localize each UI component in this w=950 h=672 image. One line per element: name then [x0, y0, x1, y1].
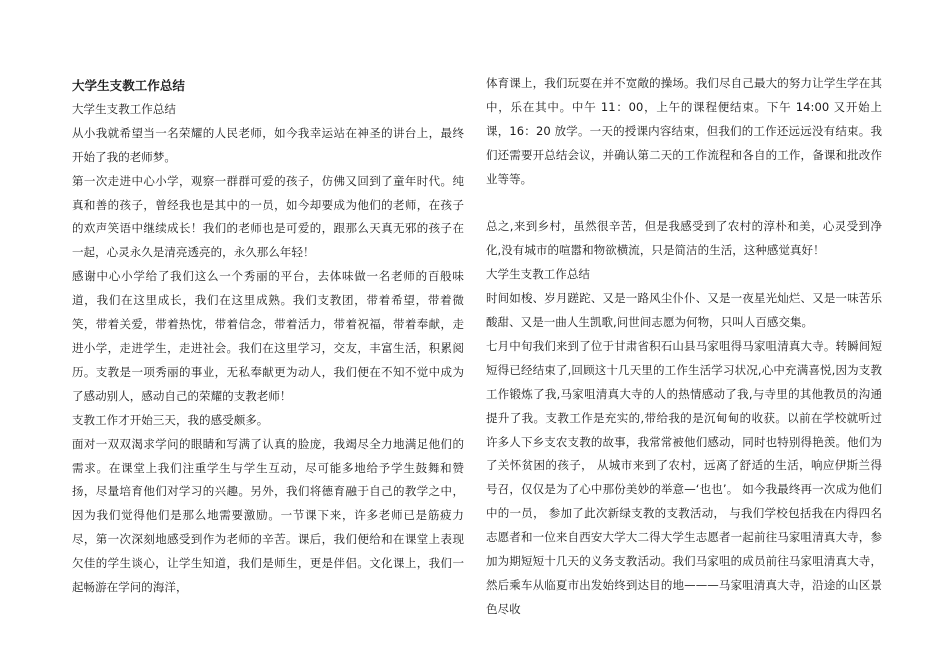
document-title: 大学生支教工作总结	[72, 78, 185, 93]
section-heading: 大学生支教工作总结	[486, 267, 590, 282]
body-paragraph: 体育课上，我们玩耍在并不宽敞的操场。我们尽自己最大的努力让学生学在其中，乐在其中。中午 11：00，上午的课程便结束。下午 14:00 又开始上课，16：20 放学。一天的授课内容结束，但我们的工作还远远没有结束。我们还需要开总结会议，并确认第二天的工作流程和各自的工作，备课和批改作业等等。	[486, 76, 882, 186]
paragraph-spacer	[486, 192, 882, 216]
left-column	[72, 0, 464, 600]
body-paragraph: 感谢中心小学给了我们这么一个秀丽的平台，去体味做一名老师的百般味道，我们在这里成长，我们在这里成熟。我们支教团，带着希望，带着微笑，带着关爱，带着热忱，带着信念，带着活力，带着祝福，带着奉献，走进小学，走进学生，走进社会。我们在这里学习，交友，丰富生活，积累阅历。支教是一项秀丽的事业，无私奉献更为动人，我们便在不知不觉中成为了感动别人，感动自己的荣耀的支教老师！	[72, 269, 464, 403]
subtitle-paragraph: 大学生支教工作总结	[72, 101, 176, 116]
body-paragraph: 时间如梭、岁月蹉跎、又是一路风尘仆仆、又是一夜星光灿烂、又是一味苦乐酸甜、又是一曲人生凯歌,问世间志愿为何物，只叫人百感交集。	[486, 291, 882, 330]
body-paragraph: 从小我就希望当一名荣耀的人民老师，如今我幸运站在神圣的讲台上，最终开始了我的老师梦。	[72, 125, 464, 164]
body-paragraph: 七月中旬我们来到了位于甘肃省积石山县马家咀得马家咀清真大寺。转瞬间短短得已经结束了,回顾这十几天里的工作生活学习状况,心中充满喜悦,因为支教工作锻炼了我,马家咀清真大寺的人的热情感动了我,与寺里的其他教员的沟通提升了我。支教工作是充实的,带给我的是沉甸甸的收获。以前在学校就听过许多人下乡支农支教的故事，我常常被他们感动，同时也特别得艳羡。他们为了关怀贫困的孩子， 从城市来到了农村，远离了舒适的生活，响应伊斯兰得号召，仅仅是为了心中那份美妙的举意—‘也也’。 如今我最终再一次成为他们中的一员， 参加了此次新绿支教的支教活动， 与我们学校包括我在内得四名志愿者和一位来自西安大学大二得大学生志愿者一起前往马家咀清真大寺，参加为期短短十几天的义务支教活动。我们马家咀的成员前往马家咀清真大寺，然后乘车从临夏市出发始终到达目的地———马家咀清真大寺，沿途的山区景色尽收	[486, 338, 882, 616]
body-paragraph: 面对一双双渴求学问的眼睛和写满了认真的脸庞，我竭尽全力地满足他们的需求。在课堂上我们注重学生与学生互动，尽可能多地给予学生鼓舞和赞扬，尽量培育他们对学习的兴趣。另外，我们将德育融于自己的教学之中，因为我们觉得他们是那么地需要激励。一节课下来，许多老师已是筋疲力尽，第一次深刻地感受到作为老师的辛苦。课后，我们便给和在课堂上表现欠佳的学生谈心，让学生知道，我们是师生，更是伴侣。文化课上，我们一起畅游在学问的海洋，	[72, 436, 464, 595]
body-paragraph: 总之,来到乡村，虽然很辛苦，但是我感受到了农村的淳朴和美，心灵受到净化,没有城市的喧嚣和物欲横流，只是简洁的生活，这种感觉真好！	[486, 219, 882, 258]
body-paragraph: 支教工作才开始三天，我的感受颇多。	[72, 412, 269, 427]
body-paragraph: 第一次走进中心小学，观察一群群可爱的孩子，仿佛又回到了童年时代。纯真和善的孩子，曾经我也是其中的一员，如今却要成为他们的老师，在孩子的欢声笑语中继续成长！我们的老师也是可爱的，跟那么天真无邪的孩子在一起，心灵永久是清亮透亮的，永久那么年轻！	[72, 173, 464, 260]
right-column	[486, 0, 882, 622]
